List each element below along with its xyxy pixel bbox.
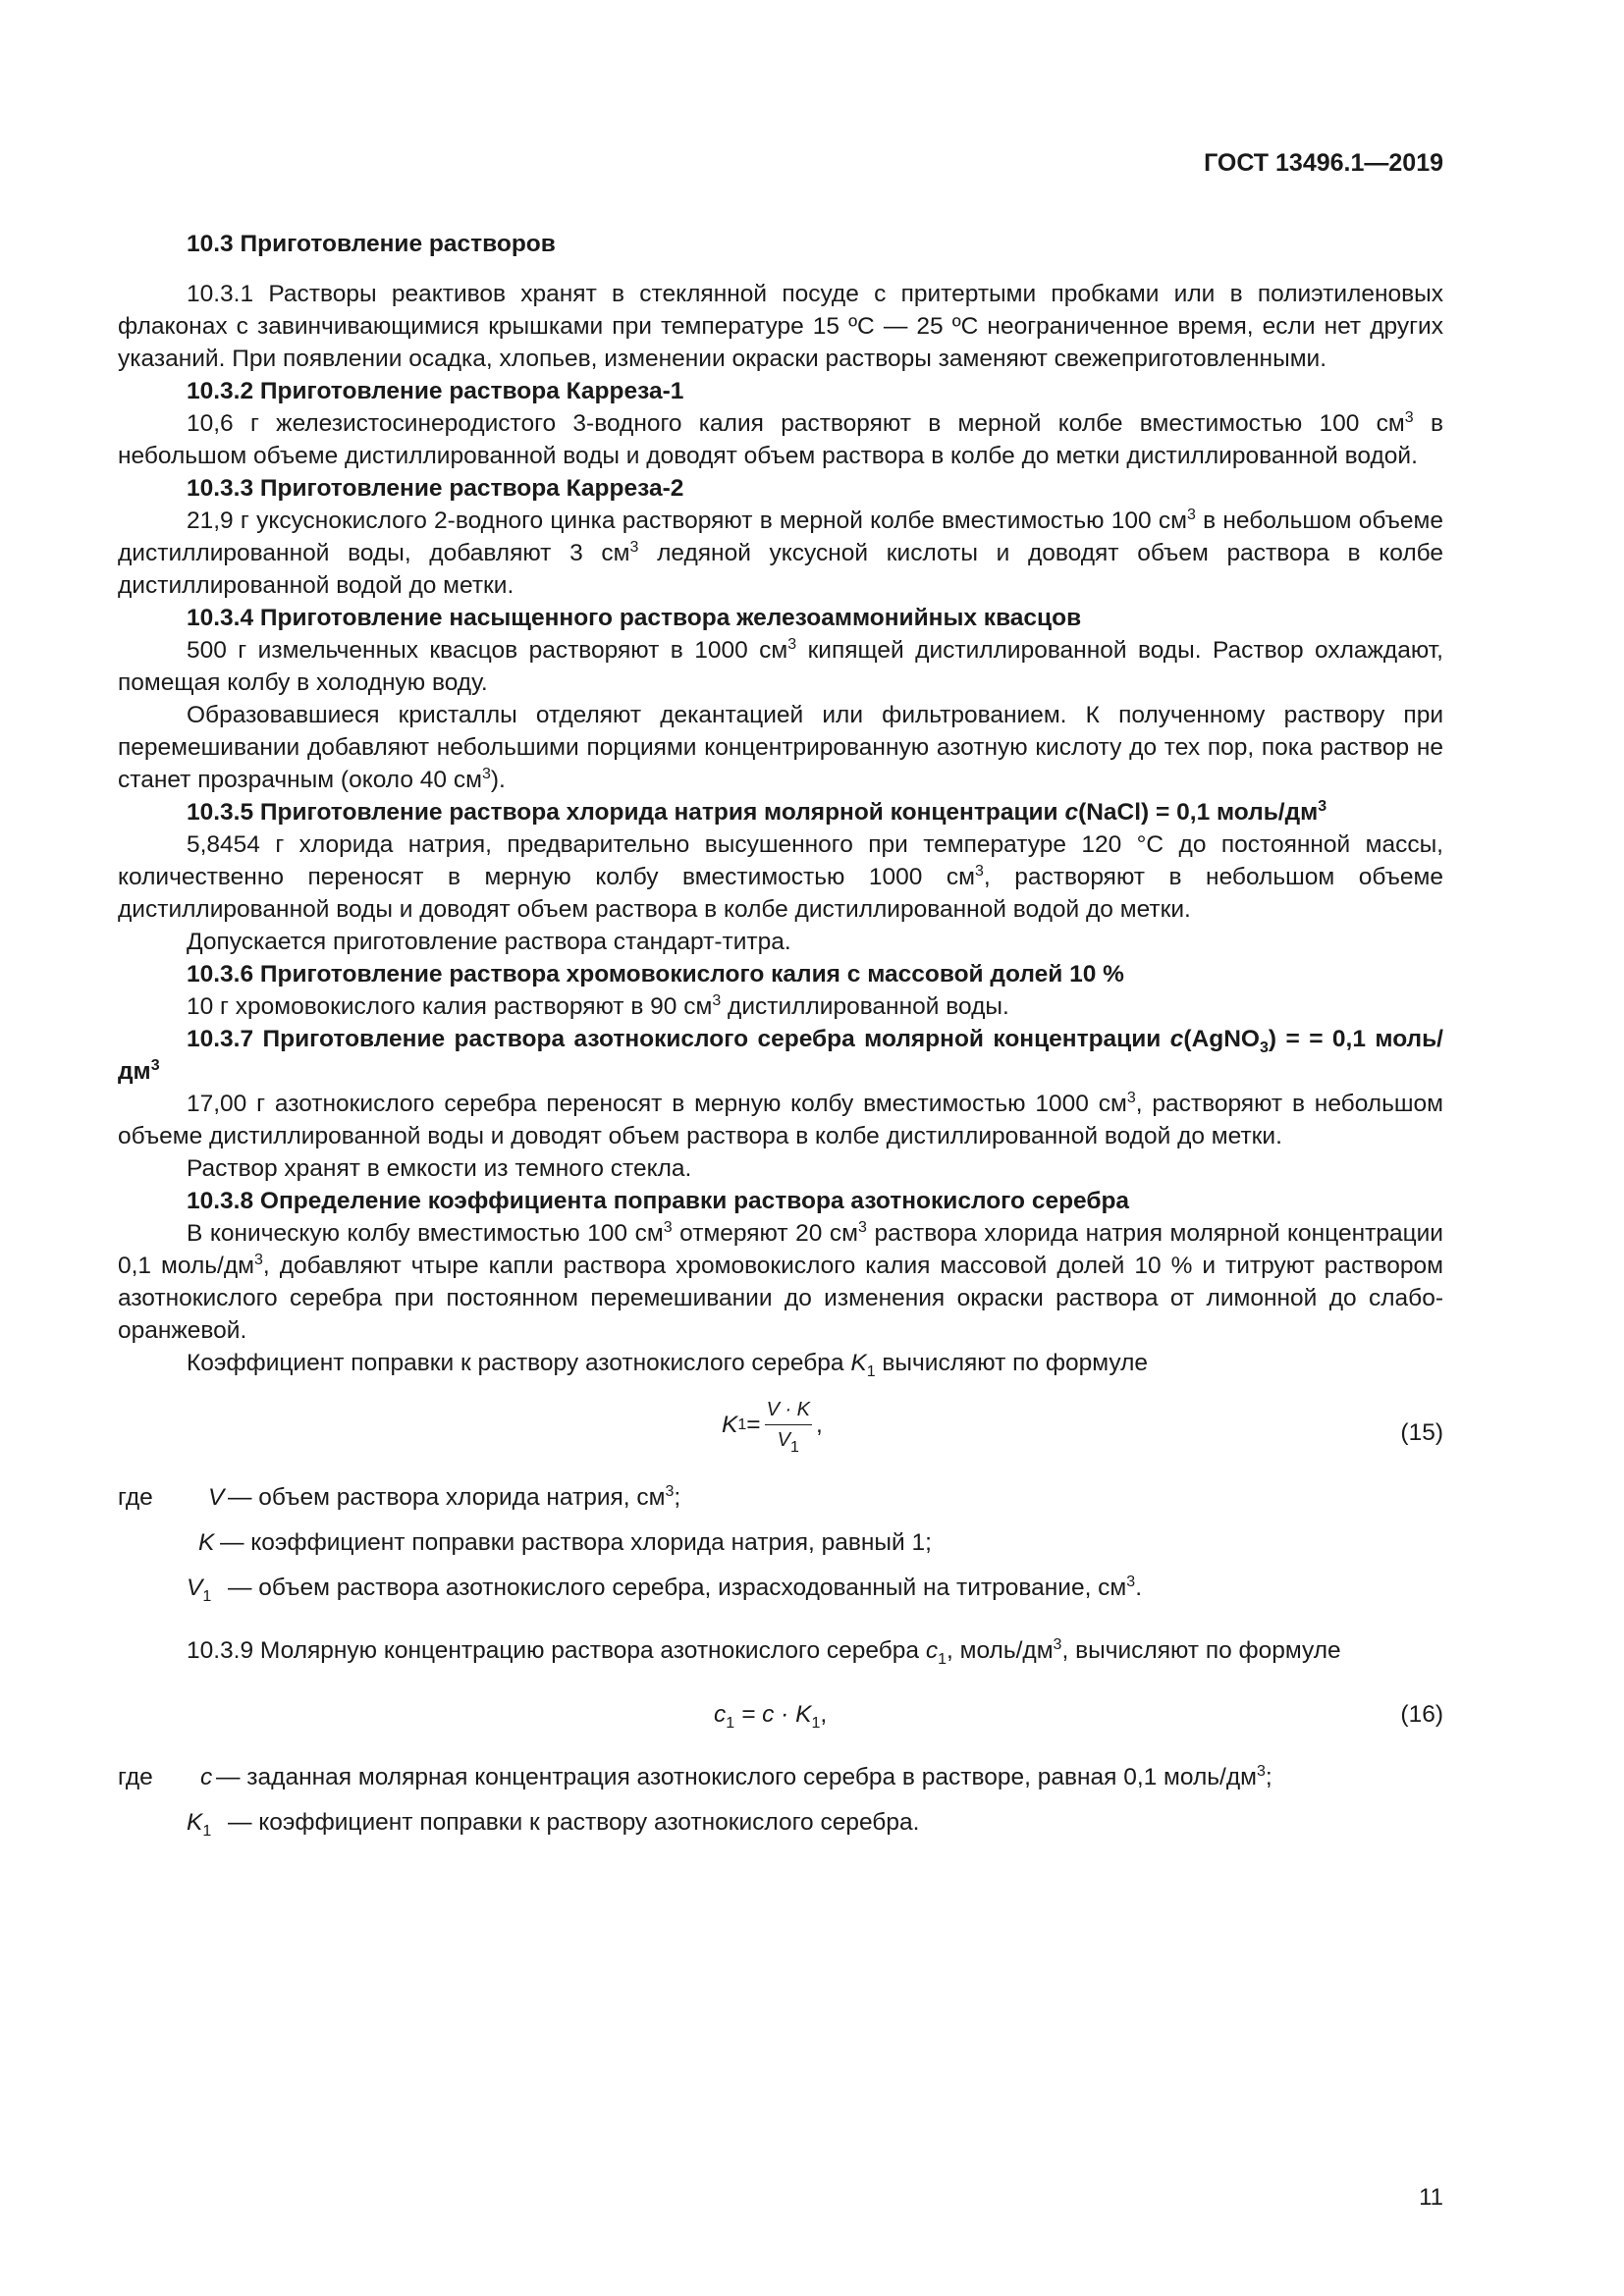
where-15-row-2: K — коэффициент поправки раствора хлорида натрия, равный 1; <box>198 1529 932 1556</box>
where-15-row-3: $V_1$ — объем раствора азотнокислого серебра, израсходованный на титрование, $см^3$. <box>187 1574 1142 1605</box>
paragraph-10-3-8-b: Коэффициент поправки к раствору азотнокислого серебра $K_1$ вычисляют по формуле <box>187 1350 1149 1380</box>
paragraph-10-3-4-a: 500 г измельченных квасцов растворяют в 1000 $см^3$ кипящей дистиллированной воды. Раствор охлаждают, помещая колбу в холодную воду. <box>118 636 1443 696</box>
section-heading-10-3: 10.3 Приготовление растворов <box>187 231 556 257</box>
paragraph-10-3-2: 10,6 г железистосинеродистого 3-водного калия растворяют в мерной колбе вместимостью 100 $см^3$ в небольшом объеме дистиллированной воды и доводят объем раствора в колбе до метки дистиллированной водой. <box>118 409 1443 469</box>
paragraph-10-3-9: 10.3.9 Молярную концентрацию раствора азотнокислого серебра $c_1$, моль/$дм^3$, вычисляют по формуле <box>187 1636 1341 1668</box>
where-15-row-1: где V — объем раствора хлорида натрия, $см^3$; <box>118 1483 681 1511</box>
paragraph-10-3-6: 10 г хромовокислого калия растворяют в 90 $см^3$ дистиллированной воды. <box>187 992 1009 1020</box>
paragraph-10-3-5-a: 5,8454 г хлорида натрия, предварительно высушенного при температуре 120 °C до постоянной массы, количественно переносят в мерную колбу вместимостью 1000 $см^3$, растворяют в небольшом объеме дистиллированной воды и доводят объем раствора в колбе дистиллированной водой до метки. <box>118 831 1443 923</box>
page-number: 11 <box>1419 2184 1443 2211</box>
formula-15-expression: K 1 = $\frac{V \cdot K}{V_1}$ , <box>722 1399 823 1456</box>
heading-10-3-2: 10.3.2 Приготовление раствора Карреза-1 <box>187 378 684 404</box>
equation-number-15: (15) <box>1400 1419 1443 1446</box>
paragraph-10-3-8-a: В коническую колбу вместимостью 100 $см^3$ отмеряют 20 $см^3$ раствора хлорида натрия молярной концентрации 0,1 моль/$дм^3$, добавляют чтыре капли раствора хромовокислого калия массовой долей 10 % и титруют раствором азотнокислого серебра при постоянном перемешивании до изменения окраски раствора от лимонной до слабо-оранжевой. <box>118 1219 1443 1344</box>
formula-16-expression: $c_1 = c \cdot K_1$, <box>714 1701 828 1732</box>
heading-10-3-7: 10.3.7 Приготовление раствора азотнокислого серебра молярной концентрации c(AgNO$_3$) = = 0,1 моль/$дм^3$ <box>118 1026 1443 1085</box>
heading-10-3-4: 10.3.4 Приготовление насыщенного раствора железоаммонийных квасцов <box>187 605 1082 631</box>
formula-15-fraction: $\frac{V \cdot K}{V_1}$ <box>766 1399 811 1456</box>
paragraph-10-3-4-b: Образовавшиеся кристаллы отделяют декантацией или фильтрованием. К полученному раствору при перемешивании добавляют небольшими порциями концентрированную азотную кислоту до тех пор, пока раствор не станет прозрачным (около 40 $см^3$). <box>118 702 1443 793</box>
paragraph-10-3-7-a: 17,00 г азотнокислого серебра переносят в мерную колбу вместимостью 1000 $см^3$, растворяют в небольшом объеме дистиллированной воды и доводят объем раствора в колбе дистиллированной водой до метки. <box>118 1090 1443 1149</box>
heading-10-3-6: 10.3.6 Приготовление раствора хромовокислого калия с массовой долей 10 % <box>187 961 1124 988</box>
formula-16 <box>118 1681 1443 1749</box>
where-16-row-2: $K_1$ — коэффициент поправки к раствору азотнокислого серебра. <box>187 1809 920 1840</box>
paragraph-10-3-3: 21,9 г уксуснокислого 2-водного цинка растворяют в мерной колбе вместимостью 100 $см^3$ в небольшом объеме дистиллированной воды, добавляют 3 $см^3$ ледяной уксусной кислоты и доводят объем раствора в колбе дистиллированной водой до метки. <box>118 507 1444 599</box>
document-code: ГОСТ 13496.1—2019 <box>1204 149 1443 177</box>
heading-10-3-5: 10.3.5 Приготовление раствора хлорида натрия молярной концентрации c(NaCl) = 0,1 моль/$дм^3$ <box>187 798 1327 826</box>
where-16-row-1: где c — заданная молярная концентрация азотнокислого серебра в растворе, равная 0,1 моль/$дм^3$; <box>118 1763 1272 1790</box>
paragraph-10-3-5-b: Допускается приготовление раствора стандарт-титра. <box>187 929 791 955</box>
heading-10-3-3: 10.3.3 Приготовление раствора Карреза-2 <box>187 475 684 502</box>
document-body <box>118 228 1443 1851</box>
heading-10-3-8: 10.3.8 Определение коэффициента поправки раствора азотнокислого серебра <box>187 1188 1130 1214</box>
equation-number-16: (16) <box>1400 1701 1443 1728</box>
formula-15 <box>118 1387 1443 1475</box>
paragraph-10-3-1: 10.3.1 Растворы реактивов хранят в стеклянной посуде с притертыми пробками или в полиэтиленовых флаконах с завинчивающимися крышками при температуре 15 ºC — 25 ºC неограниченное время, если нет других указаний. При появлении осадка, хлопьев, изменении окраски растворы заменяют свежеприготовленными. <box>118 281 1443 372</box>
paragraph-10-3-7-b: Раствор хранят в емкости из темного стекла. <box>187 1155 692 1182</box>
